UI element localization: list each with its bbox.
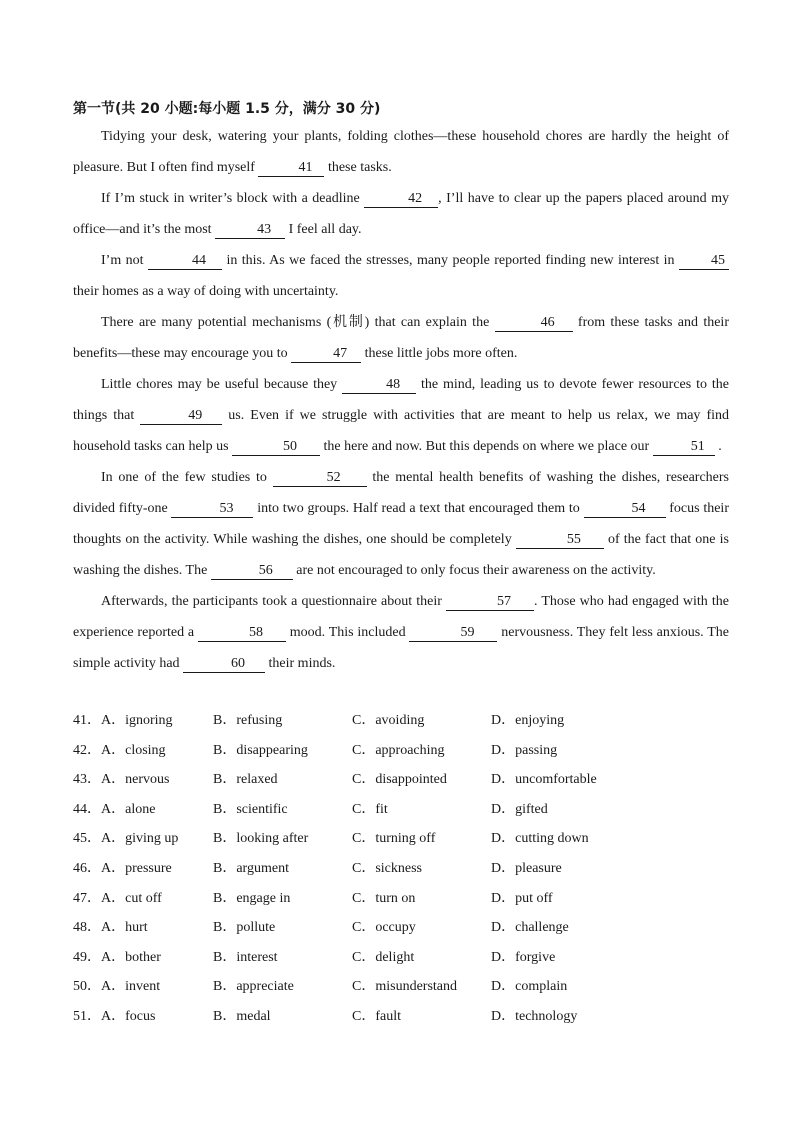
passage-text: these little jobs more often.: [361, 346, 518, 361]
option-a[interactable]: A．alone: [101, 801, 156, 817]
passage-paragraph: [73, 369, 729, 462]
question-row: [73, 972, 733, 1002]
option-d[interactable]: D．forgive: [491, 949, 556, 965]
option-b[interactable]: B．disappearing: [213, 742, 308, 758]
passage-text: the mental health benefits of washing the dishes, researchers divided fifty-one: [73, 470, 729, 516]
option-b[interactable]: B．refusing: [213, 713, 283, 728]
blank-52[interactable]: 52: [273, 470, 367, 487]
option-a[interactable]: A．bother: [101, 949, 161, 965]
option-a[interactable]: A．ignoring: [101, 713, 173, 728]
question-row: [73, 824, 733, 854]
option-a[interactable]: A．pressure: [101, 860, 172, 876]
option-d[interactable]: D．gifted: [491, 801, 548, 817]
passage-text: nervousness. They felt less anxious. The simple activity had: [73, 625, 730, 671]
question-row: [73, 1002, 733, 1032]
question-row: [73, 854, 733, 884]
blank-41[interactable]: 41: [258, 160, 324, 177]
question-options: [73, 706, 733, 1032]
question-number: 41．: [73, 713, 101, 728]
passage-paragraph: [73, 462, 729, 586]
passage-paragraph: [73, 307, 729, 369]
option-c[interactable]: C．occupy: [352, 920, 416, 936]
option-a[interactable]: A．focus: [101, 1008, 156, 1024]
option-d[interactable]: D．passing: [491, 742, 558, 758]
blank-47[interactable]: 47: [291, 346, 361, 363]
option-b[interactable]: B．scientific: [213, 801, 288, 817]
passage-text: the here and now. But this depends on where we place our: [320, 439, 653, 454]
passage-text: . Those who had engaged with the experience reported a: [73, 594, 730, 640]
passage-text: Afterwards, the participants took a questionnaire about their: [101, 594, 446, 609]
option-c[interactable]: C．approaching: [352, 742, 445, 758]
passage-text: I’m not: [101, 253, 148, 268]
option-c[interactable]: C．turning off: [352, 831, 436, 847]
blank-46[interactable]: 46: [495, 315, 573, 332]
option-a[interactable]: A．giving up: [101, 831, 179, 847]
option-b[interactable]: B．looking after: [213, 831, 309, 847]
passage-text: the mind, leading us to devote fewer resources to the things that: [73, 377, 729, 423]
passage-paragraph: [73, 245, 729, 307]
blank-56[interactable]: 56: [211, 563, 293, 580]
passage-text: Little chores may be useful because they: [101, 377, 343, 392]
option-d[interactable]: D．put off: [491, 890, 553, 906]
question-number: 45．: [73, 831, 101, 847]
question-number: 47．: [73, 890, 101, 906]
passage-text: are not encouraged to only focus their awareness on the activity.: [292, 563, 656, 578]
question-row: [73, 736, 733, 766]
option-d[interactable]: D．cutting down: [491, 831, 589, 847]
section-title: 第一节(共 20 小题:每小题 1.5 分，满分 30 分): [73, 101, 381, 117]
passage-text: mood. This included: [285, 625, 410, 640]
question-number: 48．: [73, 920, 101, 936]
option-b[interactable]: B．interest: [213, 949, 278, 965]
blank-50[interactable]: 50: [232, 439, 320, 456]
passage-text: .: [714, 439, 722, 454]
passage-text: I feel all day.: [285, 222, 362, 237]
blank-53[interactable]: 53: [171, 501, 253, 518]
option-d[interactable]: D．challenge: [491, 920, 569, 936]
passage-text: into two groups. Half read a text that encouraged them to: [253, 501, 584, 516]
passage-text: from these tasks and their benefits—these may encourage you to: [73, 315, 729, 361]
blank-59[interactable]: 59: [409, 625, 497, 642]
passage-text: us. Even if we struggle with activities that are meant to help us relax, we may find household tasks can help us: [73, 408, 729, 454]
passage-text: , I’ll have to clear up the papers placed around my office—and it’s the most: [73, 191, 729, 237]
option-a[interactable]: A．cut off: [101, 890, 162, 906]
blank-57[interactable]: 57: [446, 594, 534, 611]
question-number: 49．: [73, 949, 101, 965]
option-c[interactable]: C．turn on: [352, 890, 416, 906]
option-a[interactable]: A．invent: [101, 979, 161, 995]
blank-54[interactable]: 54: [584, 501, 666, 518]
option-a[interactable]: A．hurt: [101, 920, 148, 936]
option-a[interactable]: A．nervous: [101, 772, 170, 788]
blank-49[interactable]: 49: [140, 408, 222, 425]
cloze-passage: [73, 121, 729, 679]
question-row: [73, 943, 733, 973]
passage-text: There are many potential mechanisms (机制) that can explain the: [101, 315, 495, 330]
option-c[interactable]: C．disappointed: [352, 772, 447, 788]
option-b[interactable]: B．appreciate: [213, 979, 294, 995]
option-c[interactable]: C．avoiding: [352, 713, 425, 728]
passage-text: of the fact that one is washing the dishes. The: [73, 532, 730, 578]
option-c[interactable]: C．sickness: [352, 860, 422, 876]
passage-text: In one of the few studies to: [101, 470, 273, 485]
blank-45[interactable]: 45: [679, 253, 729, 270]
option-b[interactable]: B．pollute: [213, 920, 276, 936]
question-row: [73, 765, 733, 795]
option-b[interactable]: B．argument: [213, 860, 289, 876]
question-number: 50．: [73, 979, 101, 995]
question-number: 43．: [73, 772, 101, 788]
option-d[interactable]: D．complain: [491, 979, 568, 995]
question-number: 46．: [73, 860, 101, 876]
option-c[interactable]: C．misunderstand: [352, 979, 457, 995]
passage-paragraph: [73, 586, 729, 679]
blank-58[interactable]: 58: [198, 625, 286, 642]
question-row: [73, 884, 733, 914]
blank-60[interactable]: 60: [183, 656, 265, 673]
passage-text: in this. As we faced the stresses, many people reported finding new interest in: [222, 253, 679, 268]
blank-43[interactable]: 43: [215, 222, 285, 239]
option-b[interactable]: B．medal: [213, 1008, 271, 1024]
question-row: [73, 795, 733, 825]
option-d[interactable]: D．enjoying: [491, 713, 565, 728]
question-number: 44．: [73, 801, 101, 817]
option-b[interactable]: B．relaxed: [213, 772, 278, 788]
passage-text: If I’m stuck in writer’s block with a deadline: [101, 191, 365, 206]
question-number: 42．: [73, 742, 101, 758]
passage-text: focus their thoughts on the activity. While washing the dishes, one should be completely: [73, 501, 729, 547]
blank-55[interactable]: 55: [516, 532, 604, 549]
passage-paragraph: [73, 121, 729, 183]
blank-42[interactable]: 42: [364, 191, 438, 208]
option-b[interactable]: B．engage in: [213, 890, 291, 906]
passage-text: their homes as a way of doing with uncertainty.: [73, 284, 339, 299]
option-c[interactable]: C．delight: [352, 949, 415, 965]
question-row: [73, 913, 733, 943]
question-row: [73, 706, 733, 736]
blank-48[interactable]: 48: [342, 377, 416, 394]
question-number: 51．: [73, 1008, 101, 1024]
passage-text: their minds.: [265, 656, 336, 671]
option-c[interactable]: C．fault: [352, 1008, 401, 1024]
option-c[interactable]: C．fit: [352, 801, 388, 817]
blank-51[interactable]: 51: [653, 439, 715, 456]
passage-text: Tidying your desk, watering your plants, folding clothes—these household chores are hardly the height of pleasure. But I often find myself: [73, 129, 729, 175]
option-d[interactable]: D．uncomfortable: [491, 772, 597, 788]
option-d[interactable]: D．pleasure: [491, 860, 562, 876]
blank-44[interactable]: 44: [148, 253, 222, 270]
option-d[interactable]: D．technology: [491, 1008, 578, 1024]
passage-text: these tasks.: [324, 160, 392, 175]
passage-paragraph: [73, 183, 729, 245]
option-a[interactable]: A．closing: [101, 742, 166, 758]
